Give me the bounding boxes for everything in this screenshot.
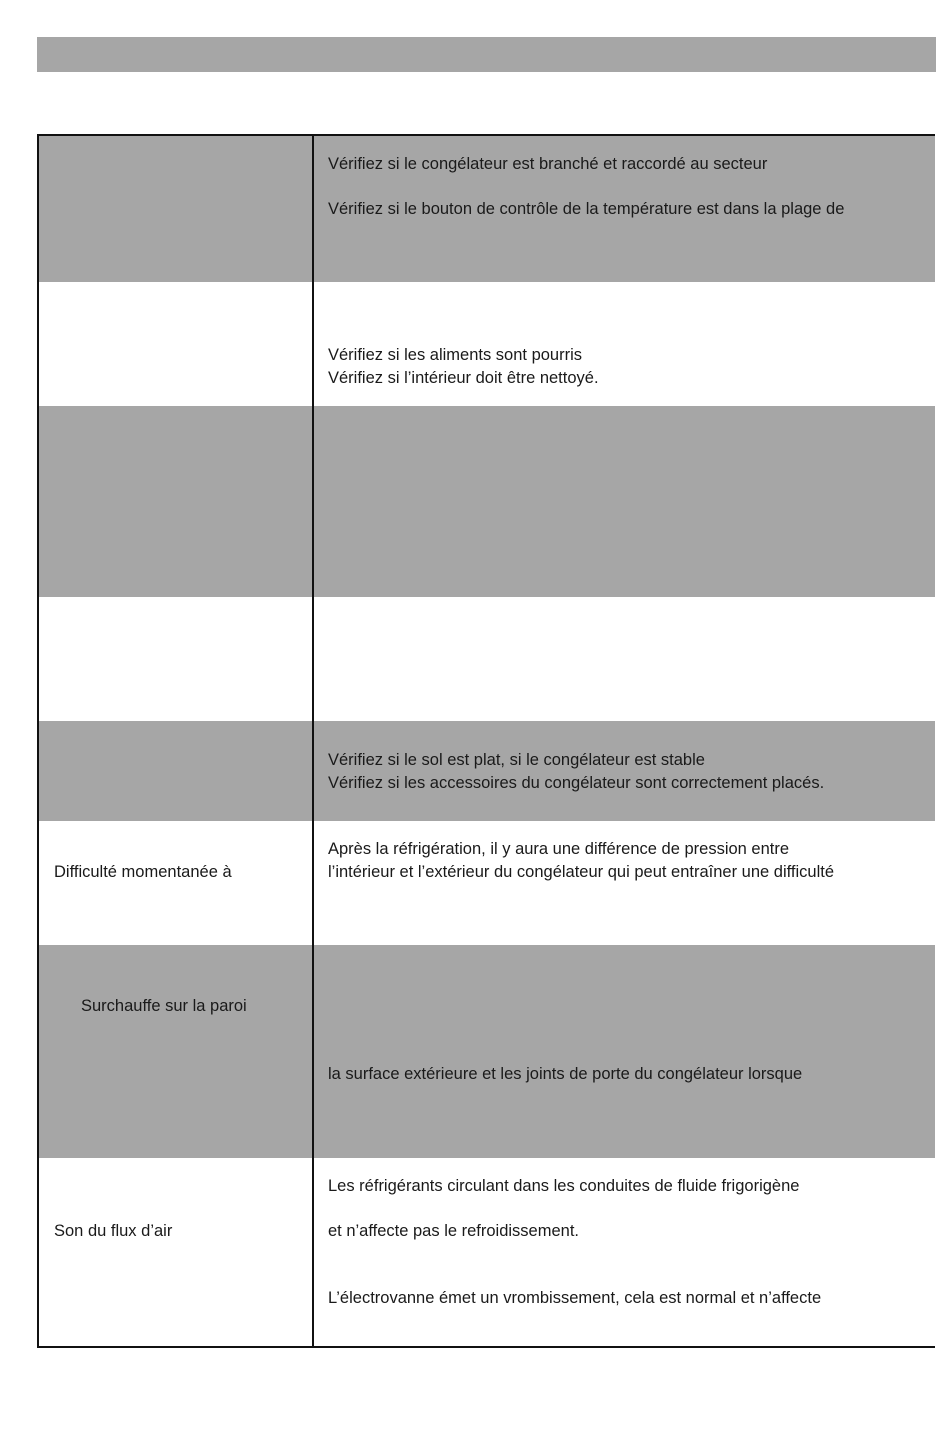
row-7-problem: Surchauffe sur la paroi <box>81 997 247 1015</box>
row-7-line-1: la surface extérieure et les joints de porte du congélateur lorsque <box>328 1065 803 1083</box>
row-8-line-3: L’électrovanne émet un vrombissement, cela est normal et n’affecte <box>328 1289 822 1307</box>
column-divider <box>312 136 314 1346</box>
table-row-3 <box>39 406 935 597</box>
table-row-1 <box>39 136 935 282</box>
row-8-line-2: et n’affecte pas le refroidissement. <box>328 1222 579 1240</box>
row-2-line-2: Vérifiez si l’intérieur doit être nettoyé. <box>328 369 599 387</box>
row-5-line-2: Vérifiez si les accessoires du congélateur sont correctement placés. <box>328 774 825 792</box>
row-8-line-1: Les réfrigérants circulant dans les conduites de fluide frigorigène <box>328 1177 800 1195</box>
table-row-6 <box>39 821 935 945</box>
row-1-line-1: Vérifiez si le congélateur est branché et raccordé au secteur <box>328 155 768 173</box>
row-2-line-1: Vérifiez si les aliments sont pourris <box>328 346 583 364</box>
table-row-5 <box>39 721 935 821</box>
row-6-line-1: Après la réfrigération, il y aura une différence de pression entre <box>328 840 790 858</box>
row-6-line-2: l’intérieur et l’extérieur du congélateur qui peut entraîner une difficulté <box>328 863 835 881</box>
row-1-line-2: Vérifiez si le bouton de contrôle de la température est dans la plage de <box>328 200 845 218</box>
section-header-bar <box>37 37 936 72</box>
row-8-problem: Son du flux d’air <box>54 1222 173 1240</box>
table-row-2 <box>39 282 935 406</box>
row-6-problem: Difficulté momentanée à <box>54 863 232 881</box>
table-row-4 <box>39 597 935 721</box>
row-5-line-1: Vérifiez si le sol est plat, si le congélateur est stable <box>328 751 705 769</box>
table-row-8 <box>39 1158 935 1346</box>
troubleshooting-table <box>37 134 935 1348</box>
table-row-7 <box>39 945 935 1158</box>
